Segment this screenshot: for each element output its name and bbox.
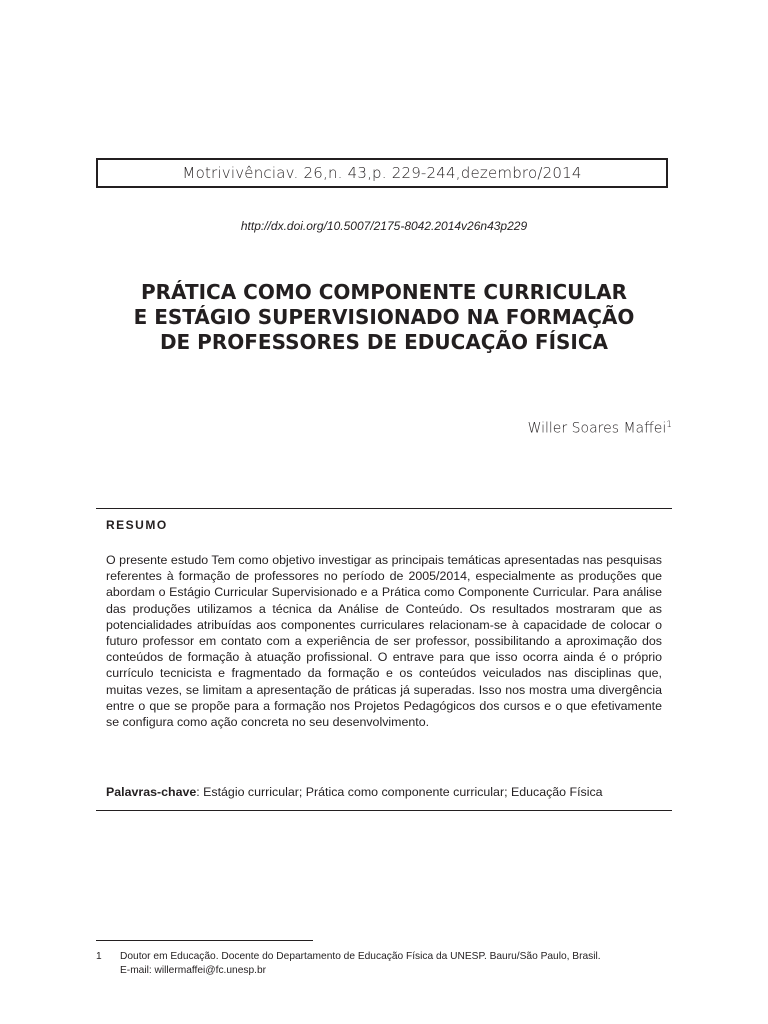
keywords (106, 784, 666, 800)
author-footnote-mark: 1 (666, 420, 672, 430)
footnote-line-affiliation: Doutor em Educação. Docente do Departamento de Educação Física da UNESP. Bauru/São Paulo, Brasil. (120, 951, 601, 962)
journal-header (96, 158, 668, 188)
abstract-top-rule (96, 508, 672, 509)
article-title (96, 280, 672, 355)
doi-link[interactable]: http://dx.doi.org/10.5007/2175-8042.2014v26n43p229 (240, 219, 528, 233)
title-line: DE PROFESSORES DE EDUCAÇÃO FÍSICA (159, 330, 609, 354)
journal-number: n. 43, (327, 164, 373, 182)
abstract-heading: RESUMO (106, 518, 168, 532)
journal-volume: v. 26, (285, 164, 328, 182)
footnote-text (120, 950, 676, 978)
footnote-line-email[interactable]: E-mail: willermaffei@fc.unesp.br (120, 965, 267, 976)
footnote-number: 1 (96, 951, 102, 962)
journal-pages: p. 229-244, (372, 164, 461, 182)
author-name: Willer Soares Maffei (527, 420, 667, 437)
author (528, 420, 672, 437)
abstract-text: O presente estudo Tem como objetivo investigar as principais temáticas apresentadas nas pesquisas referentes à formação de professores no período de 2005/2014, especialmente as produções que abordam o Estágio Curricular Supervisionado e a Prática como Componente Curricular. Para análise das produções utilizamos a técnica da Análise de Conteúdo. Os resultados mostraram que as potencialidades atribuídas aos componentes curriculares relacionam-se à capacidade de colocar o futuro professor em contato com a experiência de ser professor, possibilitando a aproximação dos conteúdos de formação à atuação profissional. O entrave para que isso ocorra ainda é o próprio currículo tecnicista e fragmentado da formação e os conteúdos veiculados nas disciplinas que, muitas vezes, se limitam a apresentação de práticas já superadas. Isso nos mostra uma divergência entre o que se propõe para a formação nos Projetos Pedagógicos dos cursos e o que efetivamente se configura como ação concreta no seu desenvolvimento. (106, 553, 662, 730)
footnote-rule (96, 940, 313, 941)
journal-date: dezembro/2014 (460, 164, 582, 182)
keywords-text: : Estágio curricular; Prática como componente curricular; Educação Física (196, 785, 603, 799)
journal-name: Motrivivência (182, 164, 286, 182)
title-line: E ESTÁGIO SUPERVISIONADO NA FORMAÇÃO (133, 305, 635, 329)
title-line: PRÁTICA COMO COMPONENTE CURRICULAR (140, 280, 628, 304)
abstract-bottom-rule (96, 810, 672, 811)
footnote (96, 950, 676, 978)
keywords-label: Palavras-chave (106, 785, 197, 799)
